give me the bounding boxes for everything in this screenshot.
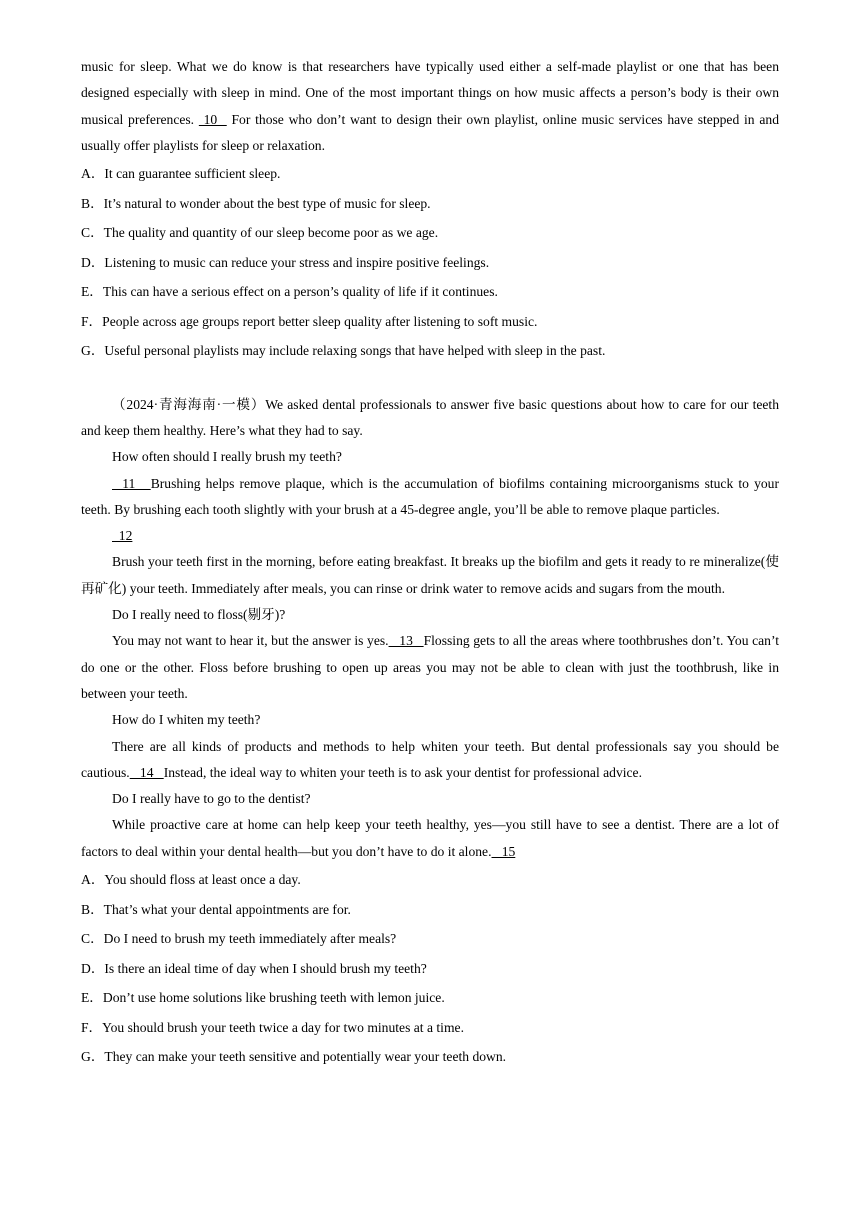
passage-text: music for sleep. What we do know is that researchers have typically used either a self-made playlist or one that has been designed especially with sleep in mind. One of the most important things on how music affects a person’s body is their own musical preferences.	[81, 59, 779, 127]
passage-text: You may not want to hear it, but the answer is yes.	[112, 633, 389, 649]
passage-paragraph	[81, 734, 779, 787]
question-heading	[81, 523, 779, 549]
blank-13[interactable]: 13	[388, 633, 424, 649]
intro-paragraph: （2024·青海海南·一模）We asked dental professionals to answer five basic questions about how to care for our teeth and keep them healthy. Here’s what they had to say.	[81, 396, 779, 438]
options-list-1	[81, 159, 779, 366]
blank-15[interactable]: 15	[491, 843, 516, 859]
blank-12[interactable]: 12	[112, 528, 133, 544]
passage-text: Instead, the ideal way to whiten your teeth is to ask your dentist for professional advice.	[163, 764, 642, 780]
passage-text: For those who don’t want to design their own playlist, online music services have stepped in and usually offer playlists for sleep or relaxation.	[81, 111, 779, 153]
option-c: C．The quality and quantity of our sleep become poor as we age.	[81, 225, 439, 241]
passage-text: Brushing helps remove plaque, which is the accumulation of biofilms containing microorganisms stuck to your teeth. By brushing each tooth slightly with your brush at a 45-degree angle, you’ll be able to remove plaque particles.	[81, 475, 779, 517]
options-list-2	[81, 865, 779, 1072]
document-page	[81, 54, 779, 1072]
option-f: F．People across age groups report better sleep quality after listening to soft music.	[81, 313, 538, 329]
option-g: G．They can make your teeth sensitive and potentially wear your teeth down.	[81, 1049, 507, 1065]
passage-paragraph	[81, 812, 779, 865]
question-heading: Do I really have to go to the dentist?	[112, 791, 311, 807]
option-d: D．Listening to music can reduce your stress and inspire positive feelings.	[81, 254, 490, 270]
option-e: E．This can have a serious effect on a person’s quality of life if it continues.	[81, 284, 498, 300]
passage-paragraph	[81, 54, 779, 159]
option-a: A．It can guarantee sufficient sleep.	[81, 166, 281, 182]
question-heading: How do I whiten my teeth?	[112, 712, 261, 728]
blank-11[interactable]: 11	[112, 475, 151, 491]
option-a: A．You should floss at least once a day.	[81, 872, 301, 888]
passage-text: While proactive care at home can help keep your teeth healthy, yes—you still have to see a dentist. There are a lot of factors to deal within your dental health—but you don’t have to do it alone.	[81, 817, 779, 859]
question-heading: Do I really need to floss(剔牙)?	[112, 607, 286, 623]
passage-text: There are all kinds of products and methods to help whiten your teeth. But dental professionals say you should be cautious.	[81, 738, 779, 780]
option-e: E．Don’t use home solutions like brushing teeth with lemon juice.	[81, 990, 445, 1006]
blank-14[interactable]: 14	[129, 764, 164, 780]
section-spacer	[81, 366, 779, 392]
blank-10[interactable]: 10	[198, 111, 227, 127]
passage-paragraph	[81, 471, 779, 524]
option-f: F．You should brush your teeth twice a day for two minutes at a time.	[81, 1019, 464, 1035]
question-heading: How often should I really brush my teeth?	[112, 449, 342, 465]
option-g: G．Useful personal playlists may include relaxing songs that have helped with sleep in the past.	[81, 343, 606, 359]
passage-paragraph	[81, 628, 779, 707]
passage-paragraph: Brush your teeth first in the morning, before eating breakfast. It breaks up the biofilm and gets it ready to re mineralize(使再矿化) your teeth. Immediately after meals, you can rinse or drink water to remove acids and sugars from the mouth.	[81, 554, 779, 596]
option-b: B．It’s natural to wonder about the best type of music for sleep.	[81, 195, 431, 211]
option-b: B．That’s what your dental appointments are for.	[81, 901, 351, 917]
option-c: C．Do I need to brush my teeth immediately after meals?	[81, 931, 397, 947]
option-d: D．Is there an ideal time of day when I should brush my teeth?	[81, 960, 427, 976]
passage-text: Flossing gets to all the areas where toothbrushes don’t. You can’t do one or the other. Floss before brushing to open up areas you may not be able to clean with just the toothbrush, like in between your teeth.	[81, 633, 780, 701]
